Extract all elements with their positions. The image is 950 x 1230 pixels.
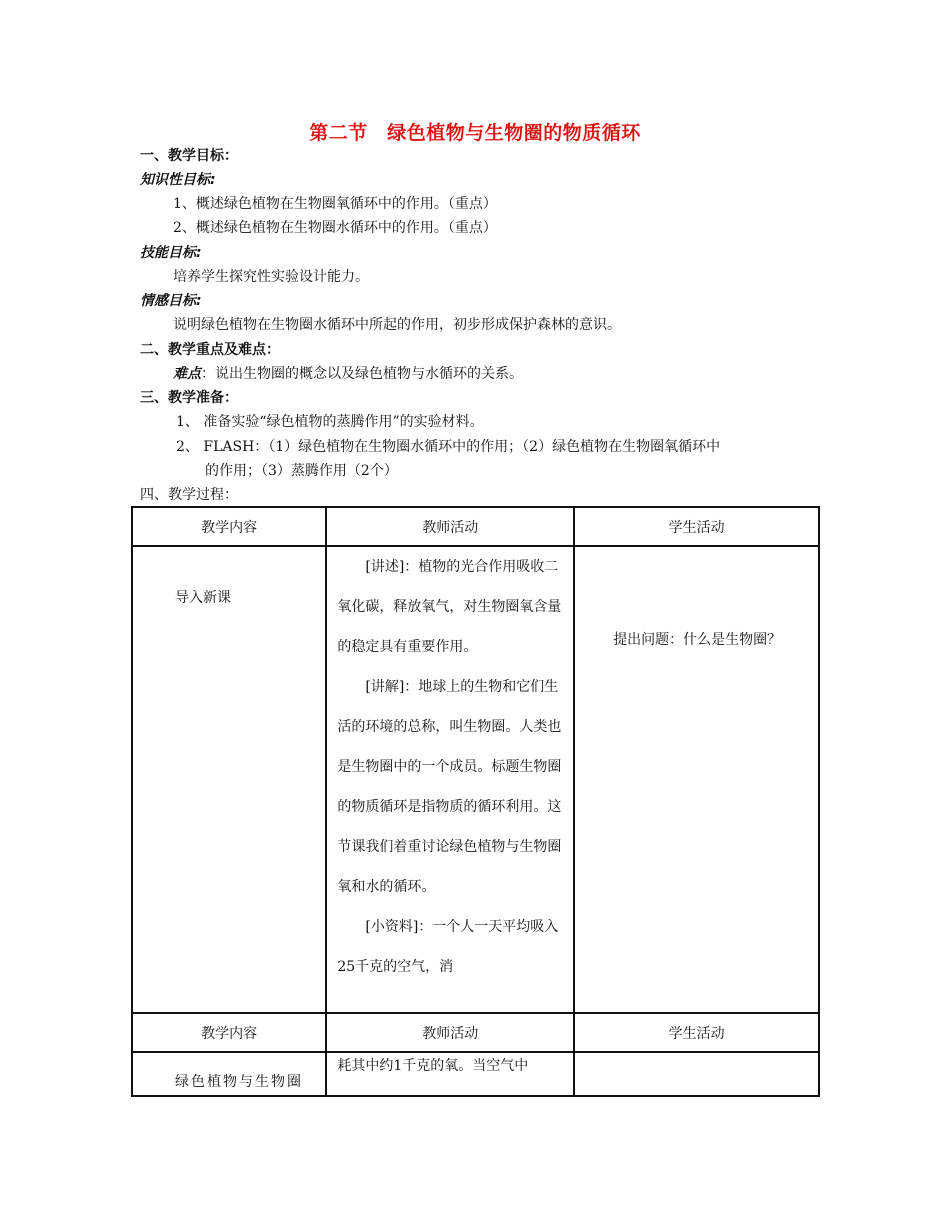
section-2-heading: 二、教学重点及难点： [140, 342, 280, 358]
row2-teacher-cell [326, 1052, 574, 1096]
row-content-text: 导入新课 [175, 590, 231, 606]
header-student: 学生活动 [574, 507, 819, 546]
header-teacher-repeat: 教师活动 [326, 1013, 574, 1052]
row2-teacher-text: 耗其中约1千克的氧。当空气中 [337, 1058, 529, 1074]
row-teacher-cell [326, 546, 574, 1013]
row-content-cell [132, 546, 326, 1013]
prep-item-1: 1、 准备实验“绿色植物的蒸腾作用”的实验材料。 [176, 414, 484, 430]
knowledge-goals-heading: 知识性目标: [140, 172, 216, 188]
section-4-heading: 四、教学过程： [140, 487, 238, 503]
lesson-process-table [131, 506, 820, 1097]
knowledge-goal-1: 1、概述绿色植物在生物圈氧循环中的作用。（重点） [173, 196, 497, 212]
teacher-explanation: [讲解]：地球上的生物和它们生活的环境的总称，叫生物圈。人类也是生物圈中的一个成员。标题生物圈的物质循环是指物质的循环利用。这节课我们着重讨论绿色植物与生物圈氧和水的循环。 [337, 679, 562, 895]
emotion-goal-1: 说明绿色植物在生物圈水循环中所起的作用，初步形成保护森林的意识。 [173, 317, 621, 333]
row2-content-cell [132, 1052, 326, 1096]
table-row [132, 1052, 819, 1096]
section-1-heading: 一、教学目标： [140, 148, 238, 164]
teacher-narration: [讲述]：植物的光合作用吸收二氧化碳，释放氧气，对生物圈氧含量的稳定具有重要作用。 [337, 559, 562, 655]
table-row [132, 546, 819, 1013]
row2-student-cell [574, 1052, 819, 1096]
teacher-material: [小资料]：一个人一天平均吸入25千克的空气，消 [337, 919, 559, 975]
prep-item-2-line-1: 2、 FLASH：（1）绿色植物在生物圈水循环中的作用；（2）绿色植物在生物圈氧循环中 [176, 439, 721, 455]
row2-content-text: 绿色植物与生物圈 [175, 1074, 303, 1090]
difficulty-label: 难点 [173, 366, 201, 382]
header-teacher: 教师活动 [326, 507, 574, 546]
difficulty-text: ：说出生物圈的概念以及绿色植物与水循环的关系。 [201, 366, 523, 382]
skill-goals-heading: 技能目标: [140, 245, 202, 261]
header-content: 教学内容 [132, 507, 326, 546]
table-header-row [132, 507, 819, 546]
table-header-row-repeat [132, 1013, 819, 1052]
page-title: 第二节 绿色植物与生物圈的物质循环 [309, 122, 641, 144]
emotion-goals-heading: 情感目标: [140, 293, 202, 309]
row-student-cell [574, 546, 819, 1013]
knowledge-goal-2: 2、概述绿色植物在生物圈水循环中的作用。（重点） [173, 220, 497, 236]
prep-item-2-line-2: 的作用；（3）蒸腾作用（2个） [205, 463, 398, 479]
student-activity: 提出问题：什么是生物圈？ [613, 632, 782, 648]
header-content-repeat: 教学内容 [132, 1013, 326, 1052]
difficulty-line [173, 364, 523, 384]
section-3-heading: 三、教学准备： [140, 390, 238, 406]
skill-goal-1: 培养学生探究性实验设计能力。 [173, 269, 369, 285]
header-student-repeat: 学生活动 [574, 1013, 819, 1052]
